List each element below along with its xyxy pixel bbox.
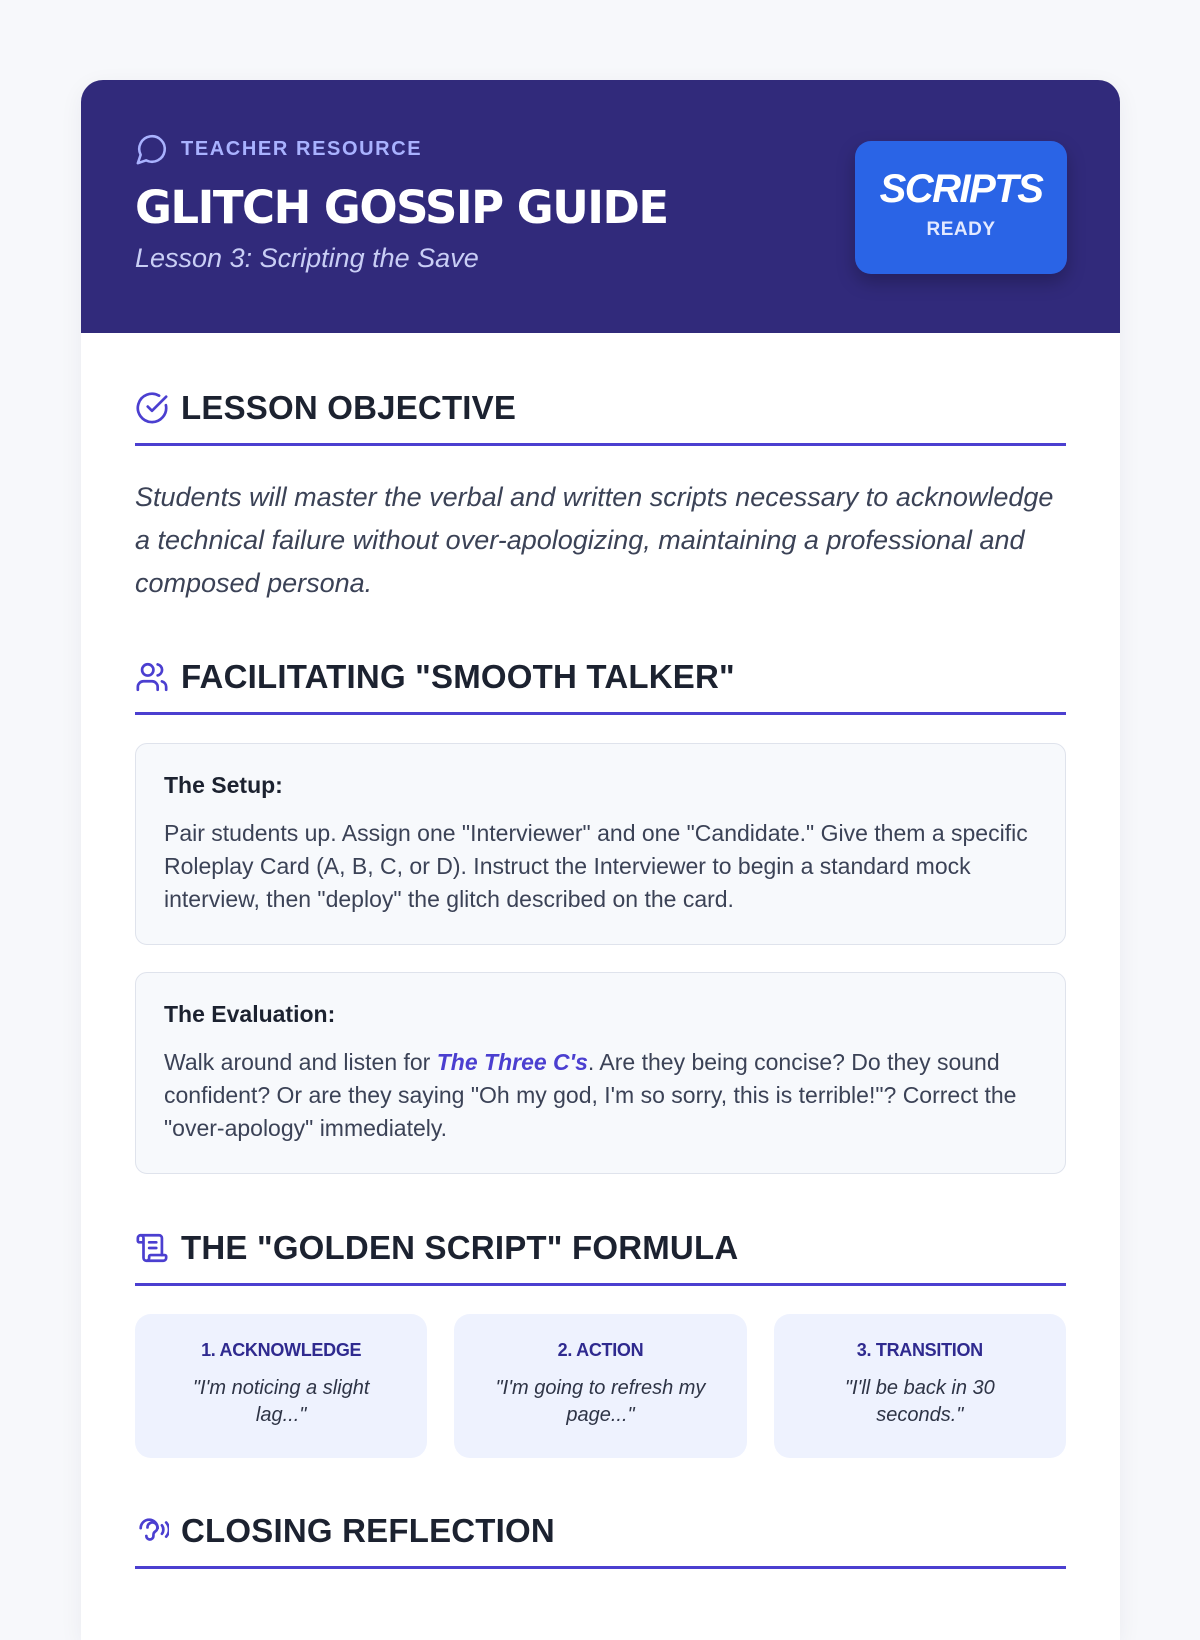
formula-step [454,1314,746,1458]
status-badge [855,141,1067,274]
speech-icon [135,1514,169,1548]
evaluation-text-start: Walk around and listen for [164,1049,437,1075]
step-label: 1. ACKNOWLEDGE [201,1340,362,1360]
chat-bubble-icon [135,132,169,166]
step-label: 3. TRANSITION [856,1340,983,1360]
evaluation-box [135,972,1066,1174]
section-title-facilitating: FACILITATING "SMOOTH TALKER" [181,658,735,695]
page-title: GLITCH GOSSIP GUIDE [135,181,668,234]
section-header-closing [135,1512,1066,1569]
section-title-objective: LESSON OBJECTIVE [181,389,517,426]
evaluation-text [164,1046,1037,1145]
section-header-formula [135,1229,1066,1286]
step-label: 2. ACTION [557,1340,644,1360]
badge-sub-label: READY [926,219,996,240]
setup-box [135,743,1066,945]
users-icon [135,660,169,694]
step-quote: "I'll be back in 30 seconds." [844,1377,995,1426]
lesson-card [81,80,1120,1640]
objective-text: Students will master the verbal and written scripts necessary to acknowledge a technical failure without over-apologizing, maintaining a professional and composed persona. [135,482,1054,598]
section-header-objective [135,389,1066,446]
lesson-body [81,389,1120,1569]
evaluation-title: The Evaluation: [164,1001,336,1027]
formula-step [135,1314,427,1458]
step-quote: "I'm going to refresh my page..." [495,1377,706,1426]
lesson-header [81,80,1120,333]
setup-title: The Setup: [164,772,283,798]
page-subtitle: Lesson 3: Scripting the Save [135,243,479,274]
evaluation-text-end: . Are they being concise? Do they sound confident? Or are they saying "Oh my god, I'm so sorry, this is terrible!"? Correct the "over-apology" immediately. [164,1049,1017,1141]
step-quote: "I'm noticing a slight lag..." [192,1377,370,1426]
scroll-icon [135,1231,169,1265]
three-cs-highlight: The Three C's [436,1049,588,1075]
formula-steps [135,1314,1066,1458]
formula-step [774,1314,1066,1458]
badge-main-label: SCRIPTS [879,167,1043,211]
setup-text: Pair students up. Assign one "Interviewer" and one "Candidate." Give them a specific Roleplay Card (A, B, C, or D). Instruct the Interviewer to begin a standard mock interview, then "deploy" the glitch described on the card. [164,820,1028,912]
section-header-facilitating [135,658,1066,715]
eyebrow-label: TEACHER RESOURCE [181,137,423,160]
section-title-formula: THE "GOLDEN SCRIPT" FORMULA [181,1229,739,1266]
section-title-closing: CLOSING REFLECTION [181,1512,555,1549]
check-circle-icon [135,391,169,425]
